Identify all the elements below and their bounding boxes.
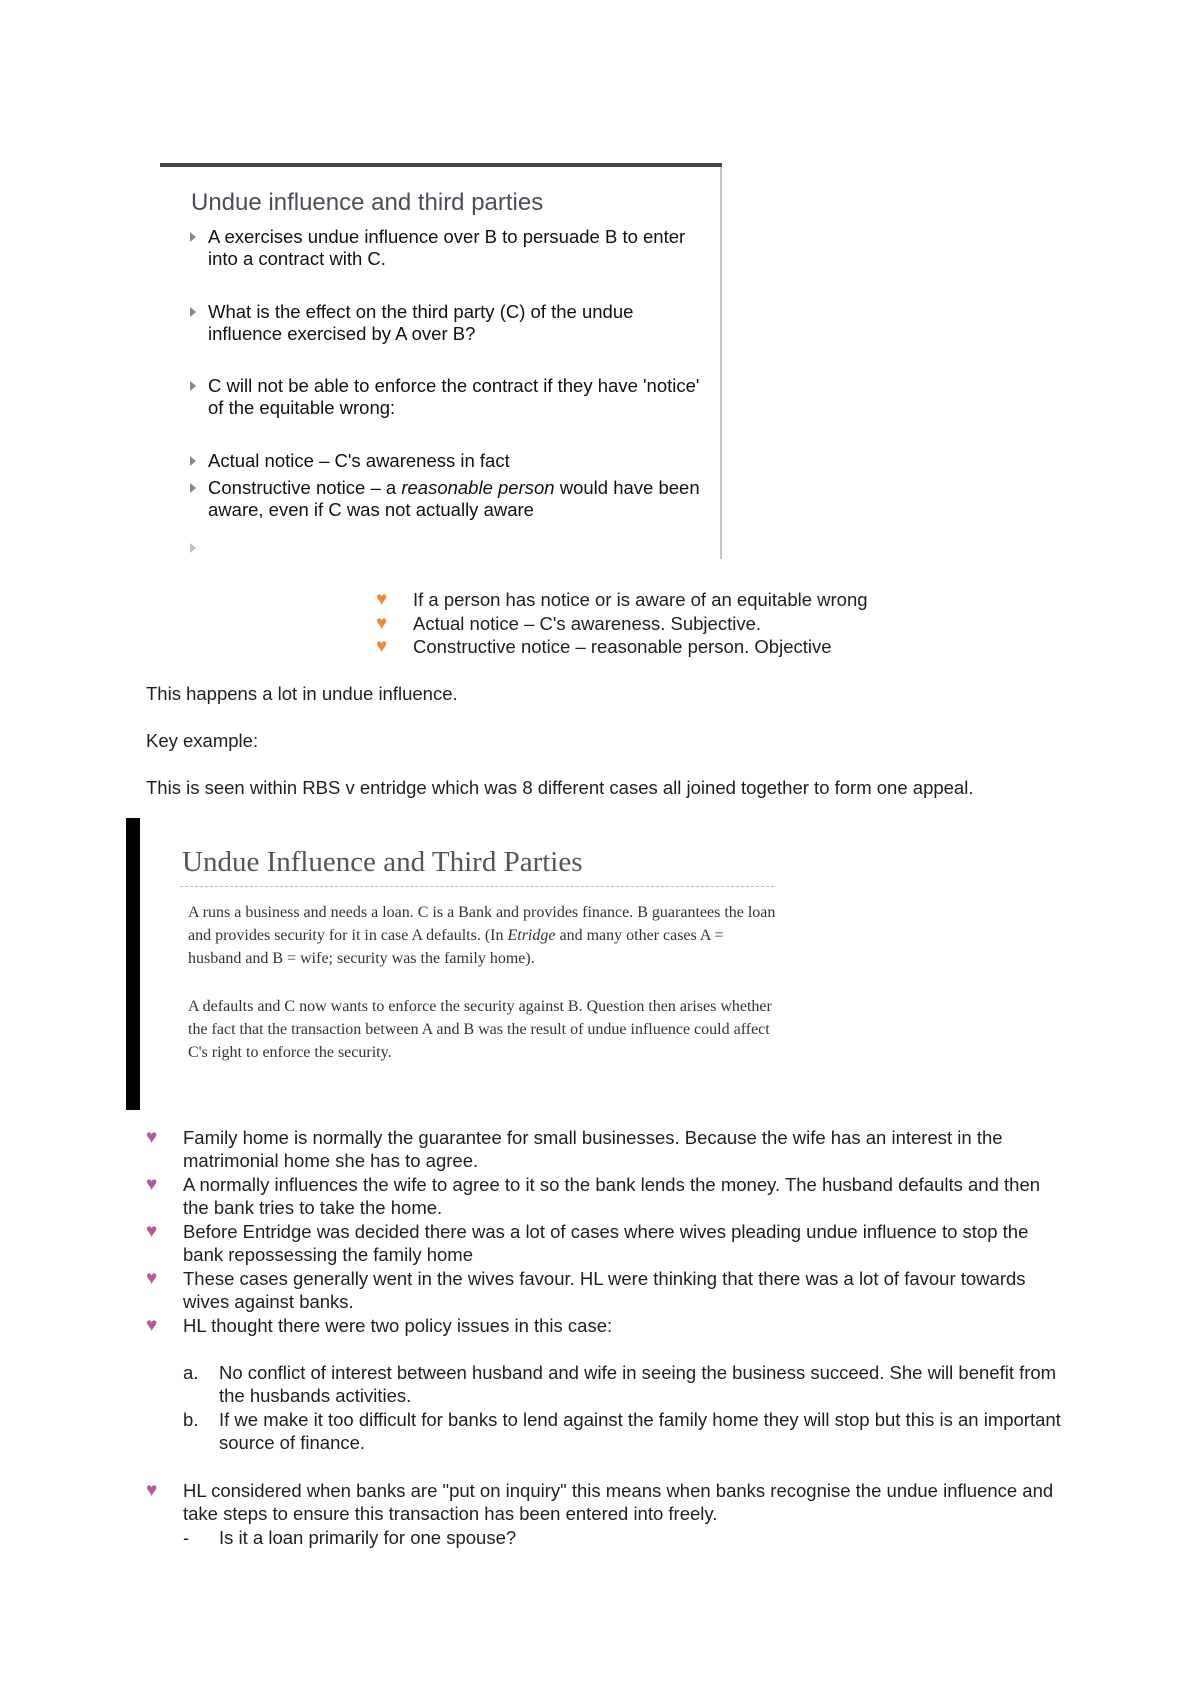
list-marker: - [183,1527,190,1548]
heart-bullet-icon: ♥ [146,1480,158,1501]
slide-left-bar [126,818,140,1110]
slide-title: Undue influence and third parties [191,189,544,216]
heart-bullet-icon: ♥ [146,1221,158,1242]
heart-bullet-icon: ♥ [146,1268,158,1289]
slide-bullet-text: Constructive notice – a [208,477,402,498]
list-item: Actual notice – C's awareness. Subjective. [413,613,762,634]
paragraph: Key example: [146,730,259,751]
list-item: Constructive notice – reasonable person. Objective [413,636,832,657]
slide-title: Undue Influence and Third Parties [182,846,583,878]
slide-emphasis: Etridge [507,927,556,944]
slide-right-edge [720,167,722,559]
bullet-triangle-icon [190,232,196,242]
slide-bullet-text: would have been aware, even if C was not actually aware [208,477,700,520]
list-item: A normally influences the wife to agree to it so the bank lends the money. The husband defaults and then the bank tries to take the home. [183,1174,1041,1218]
slide-bullet: A exercises undue influence over B to persuade B to enter into a contract with C. [208,226,686,269]
list-item: Family home is normally the guarantee for small businesses. Because the wife has an interest in the matrimonial home she has to agree. [183,1127,1003,1171]
slide-text: and many other cases A = husband and B = wife; security was the family home). [188,927,724,967]
slide-bullet-emphasis: reasonable person [401,477,555,498]
sub-list-item: If we make it too difficult for banks to lend against the family home they will stop but this is an important source of finance. [219,1409,1061,1453]
list-item: HL considered when banks are "put on inquiry" this means when banks recognise the undue influence and take steps to ensure this transaction has been entered into freely. [183,1480,1054,1524]
heart-bullet-icon: ♥ [376,636,388,657]
slide-paragraph [188,901,778,970]
list-marker: a. [183,1362,199,1383]
slide-paragraph: A defaults and C now wants to enforce the security against B. Question then arises whether the fact that the transaction between A and B was the result of undue influence could affect C's right to enforce the security. [188,998,772,1061]
dashed-divider [180,886,774,887]
bullet-triangle-icon [190,307,196,317]
bullet-triangle-icon [190,543,196,553]
slide-text: A runs a business and needs a loan. C is a Bank and provides finance. B guarantees the loan and provides security for it in case A defaults. (In [188,904,776,944]
bullet-triangle-icon [190,456,196,466]
bullet-triangle-icon [190,483,196,493]
list-item: These cases generally went in the wives favour. HL were thinking that there was a lot of favour towards wives against banks. [183,1268,1026,1312]
paragraph: This happens a lot in undue influence. [146,683,458,704]
heart-bullet-icon: ♥ [146,1174,158,1195]
slide-bullet [208,477,708,521]
heart-bullet-icon: ♥ [146,1315,158,1336]
sub-list-item: No conflict of interest between husband and wife in seeing the business succeed. She will benefit from the husbands activities. [219,1362,1057,1406]
slide-image-undue-influence [160,163,722,559]
sub-list-item: Is it a loan primarily for one spouse? [219,1527,517,1548]
heart-bullet-icon: ♥ [376,613,388,634]
bullet-triangle-icon [190,381,196,391]
heart-bullet-icon: ♥ [376,589,388,610]
slide-bullet: C will not be able to enforce the contract if they have 'notice' of the equitable wrong: [208,375,700,418]
list-item: HL thought there were two policy issues in this case: [183,1315,613,1336]
slide-bullet: Actual notice – C's awareness in fact [208,450,510,471]
list-marker: b. [183,1409,199,1430]
list-item: Before Entridge was decided there was a lot of cases where wives pleading undue influence to stop the bank repossessing the family home [183,1221,1029,1265]
heart-bullet-icon: ♥ [146,1127,158,1148]
slide-top-bar [160,163,722,167]
list-item: If a person has notice or is aware of an equitable wrong [413,589,868,610]
paragraph: This is seen within RBS v entridge which was 8 different cases all joined together to form one appeal. [146,777,974,798]
slide-bullet: What is the effect on the third party (C) of the undue influence exercised by A over B? [208,301,634,344]
